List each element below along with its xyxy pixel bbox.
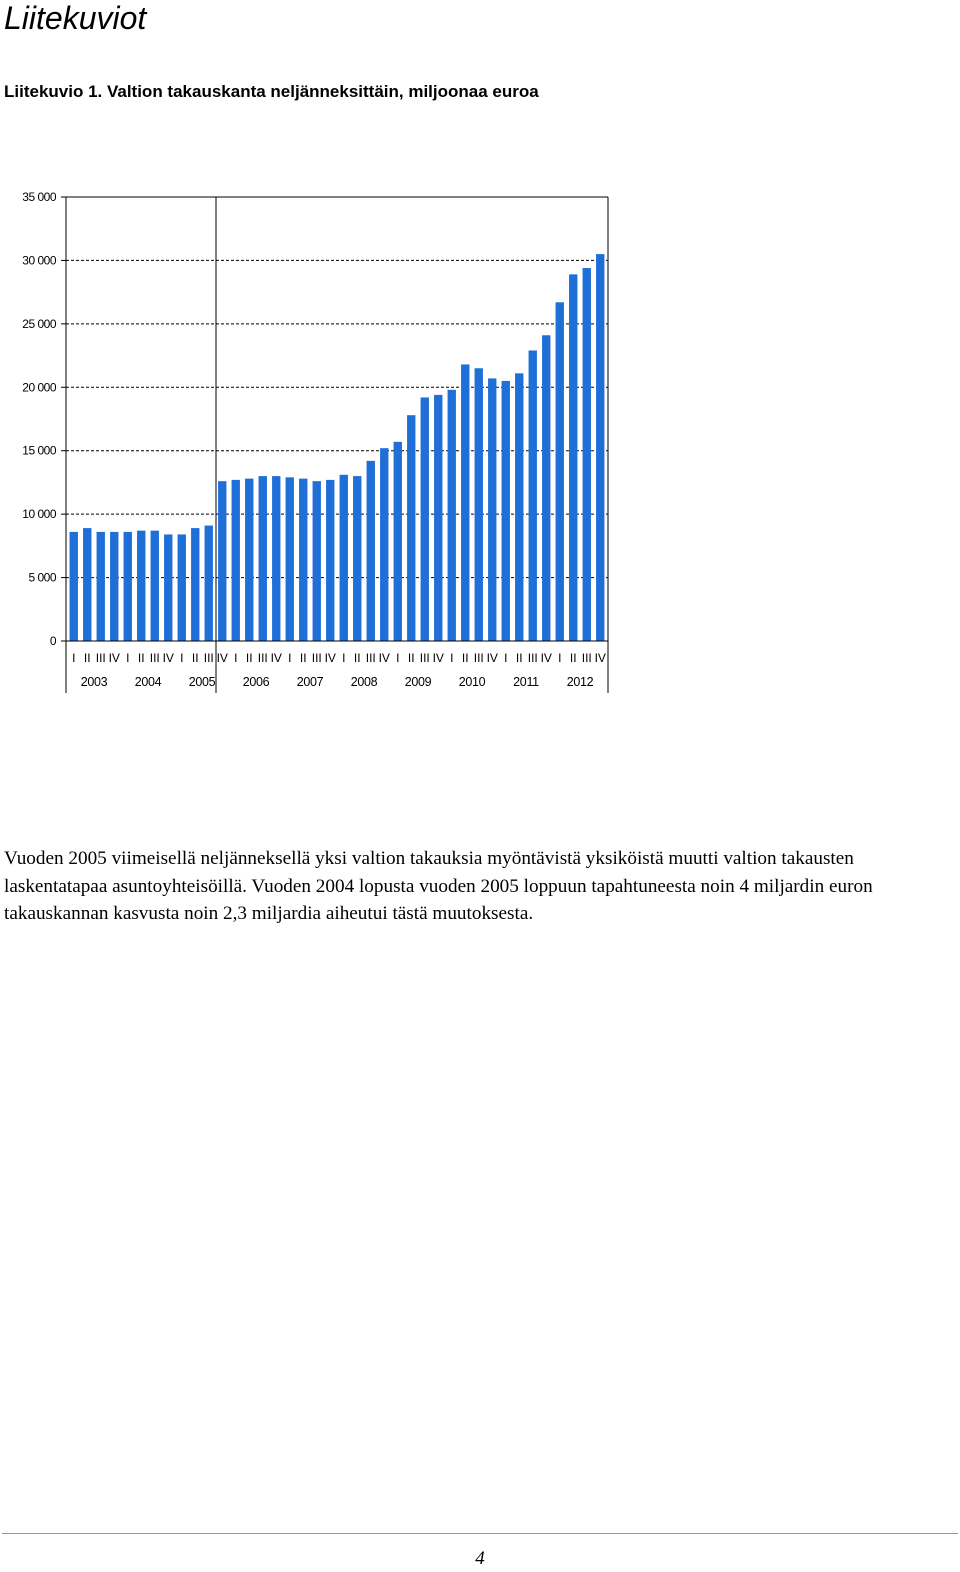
quarter-tick-label: III: [311, 651, 322, 665]
quarter-tick-label: III: [527, 651, 538, 665]
year-label: 2012: [566, 675, 594, 689]
bar: [191, 528, 199, 641]
bar: [70, 532, 78, 641]
bar: [542, 335, 550, 641]
year-label: 2008: [350, 675, 378, 689]
quarter-tick-label: IV: [540, 651, 552, 665]
bar: [299, 479, 307, 641]
quarter-tick-label: II: [515, 651, 523, 665]
bar: [326, 480, 334, 641]
bar: [502, 381, 510, 641]
bar: [218, 481, 226, 641]
quarter-tick-label: I: [180, 651, 184, 665]
y-tick-label: 35 000: [22, 190, 56, 204]
quarter-tick-label: II: [299, 651, 307, 665]
y-tick-label: 30 000: [22, 253, 56, 268]
figure-caption: Liitekuvio 1. Valtion takauskanta neljänneksittäin, miljoonaa euroa: [4, 82, 539, 101]
bar: [272, 476, 280, 641]
y-tick-label: 5 000: [28, 570, 56, 585]
bar: [83, 528, 91, 641]
bar: [596, 254, 604, 641]
y-tick-label: 20 000: [22, 380, 56, 395]
chart-gridlines: [66, 197, 608, 578]
body-paragraph: Vuoden 2005 viimeisellä neljänneksellä yksi valtion takauksia myöntävistä yksiköistä muutti valtion takausten laskentatapaa asuntoyhteisöillä. Vuoden 2004 lopusta vuoden 2005 loppuun tapahtuneesta noin 4 miljardin euron takauskannan kasvusta noin 2,3 miljardia aiheutui tästä muutoksesta.: [4, 848, 873, 924]
quarter-tick-label: II: [191, 651, 199, 665]
quarter-tick-label: IV: [270, 651, 282, 665]
quarter-tick-label: II: [83, 651, 91, 665]
bar: [110, 532, 118, 641]
year-label: 2009: [404, 675, 432, 689]
year-label: 2004: [134, 675, 162, 689]
quarter-tick-label: I: [342, 651, 346, 665]
bar: [394, 442, 402, 641]
bar: [515, 373, 523, 641]
quarter-tick-label: I: [288, 651, 292, 665]
quarter-tick-label: I: [126, 651, 130, 665]
quarter-tick-label: II: [137, 651, 145, 665]
quarter-tick-label: IV: [108, 651, 120, 665]
quarter-tick-label: III: [257, 651, 268, 665]
footer-divider: [2, 1533, 958, 1534]
bar: [434, 395, 442, 641]
quarter-tick-label: III: [365, 651, 376, 665]
quarter-tick-label: III: [419, 651, 430, 665]
quarter-tick-label: III: [581, 651, 592, 665]
chart-bars: [70, 254, 605, 641]
quarter-tick-label: II: [569, 651, 577, 665]
bar: [583, 268, 591, 641]
bar: [232, 480, 240, 641]
quarter-tick-label: IV: [594, 651, 606, 665]
year-label: 2010: [458, 675, 486, 689]
bar: [245, 479, 253, 641]
quarter-tick-label: IV: [486, 651, 498, 665]
year-label: 2005: [188, 675, 216, 689]
quarter-tick-label: I: [504, 651, 508, 665]
bar: [407, 415, 415, 641]
quarter-tick-label: I: [396, 651, 400, 665]
bar: [205, 526, 213, 641]
page-number: 4: [475, 1548, 485, 1569]
bar: [569, 274, 577, 641]
bar: [164, 534, 172, 641]
quarter-tick-label: IV: [216, 651, 228, 665]
bar: [259, 476, 267, 641]
year-label: 2003: [80, 675, 108, 689]
quarter-tick-label: I: [450, 651, 454, 665]
quarter-tick-label: I: [558, 651, 562, 665]
bar: [353, 476, 361, 641]
bar: [97, 532, 105, 641]
quarter-tick-label: II: [245, 651, 253, 665]
bar: [421, 397, 429, 641]
bar: [178, 534, 186, 641]
bar: [461, 364, 469, 641]
bar: [488, 378, 496, 641]
quarter-tick-label: I: [234, 651, 238, 665]
bar: [529, 350, 537, 641]
page-heading: Liitekuviot: [4, 0, 147, 36]
y-tick-label: 25 000: [22, 316, 56, 331]
bar: [124, 532, 132, 641]
bar: [340, 475, 348, 641]
quarter-tick-label: IV: [324, 651, 336, 665]
quarter-tick-label: III: [203, 651, 214, 665]
y-tick-label: 15 000: [22, 443, 56, 458]
quarter-tick-label: II: [461, 651, 469, 665]
bar: [475, 368, 483, 641]
quarter-tick-label: III: [95, 651, 106, 665]
bar: [151, 531, 159, 641]
bar: [556, 302, 564, 641]
year-label: 2006: [242, 675, 270, 689]
quarter-tick-label: II: [407, 651, 415, 665]
bar: [367, 461, 375, 641]
y-tick-label: 10 000: [22, 507, 56, 522]
bar: [448, 390, 456, 641]
quarter-tick-label: IV: [162, 651, 174, 665]
year-label: 2011: [513, 675, 539, 689]
bar: [286, 477, 294, 641]
quarter-tick-label: II: [353, 651, 361, 665]
quarter-tick-label: I: [72, 651, 76, 665]
bar: [313, 481, 321, 641]
quarter-tick-label: IV: [378, 651, 390, 665]
bar: [137, 531, 145, 641]
y-tick-label: 0: [49, 634, 56, 648]
quarter-tick-label: IV: [432, 651, 444, 665]
bar: [380, 448, 388, 641]
guarantee-stock-chart: [0, 180, 620, 700]
year-label: 2007: [296, 675, 324, 689]
quarter-tick-label: III: [149, 651, 160, 665]
quarter-tick-label: III: [473, 651, 484, 665]
